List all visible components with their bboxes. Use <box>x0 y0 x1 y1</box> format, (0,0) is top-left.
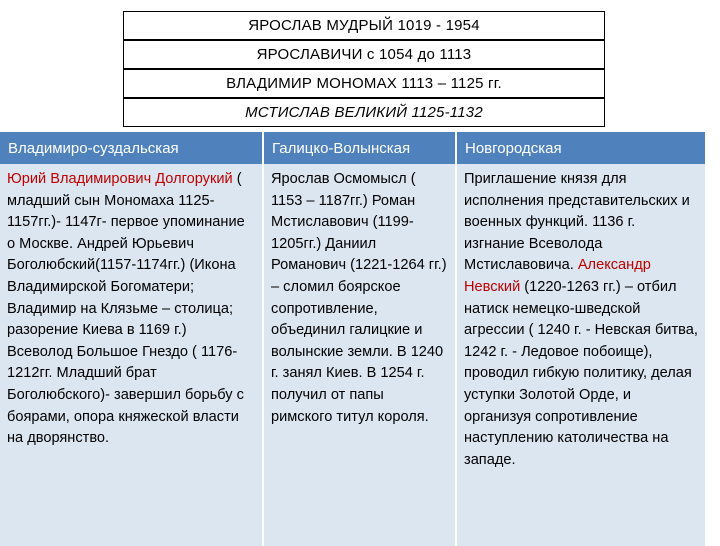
novgorod-text-before: Приглашение князя для исполнения представительских и военных функций. 1136 г. изгнание Всеволода Мстиславовича. <box>464 171 690 274</box>
title-line-1: ЯРОСЛАВ МУДРЫЙ 1019 - 1954 <box>248 17 480 34</box>
title-mstislav <box>123 98 605 127</box>
vladimir-suzdal-text: ( младший сын Мономаха 1125-1157гг.)- 1147г- первое упоминание о Москве. Андрей Юрьевич Боголюбский(1157-1174гг.) (Икона Владимирской Богоматери; Владимир на Клязьме – столица; разорение Киева в 1169 г.) Всеволод Большое Гнездо ( 1176-1212гг. Младший брат Боголюбского)- завершил борьбу с боярами, опора княжеской власти на дворянство. <box>7 171 245 447</box>
cell-galicia-volhynia <box>263 164 456 546</box>
title-yaroslavichi <box>123 40 605 69</box>
title-line-2: ЯРОСЛАВИЧИ с 1054 до 1113 <box>256 46 472 63</box>
column-header-galicia-volhynia: Галицко-Волынская <box>263 132 456 164</box>
title-line-3: ВЛАДИМИР МОНОМАХ 1113 – 1125 гг. <box>226 75 502 92</box>
cell-vladimir-suzdal <box>0 164 263 546</box>
principalities-table <box>0 132 705 546</box>
table-row <box>0 164 705 546</box>
title-vladimir-monomakh <box>123 69 605 98</box>
column-header-vladimir-suzdal: Владимиро-суздальская <box>0 132 263 164</box>
table-header-row <box>0 132 705 164</box>
galicia-volhynia-text: Ярослав Осмомысл ( 1153 – 1187гг.) Роман Мстиславович (1199-1205гг.) Даниил Романович (1221-1264 гг.) – сломил боярское сопротивление, объединил галицкие и волынские земли. В 1240 г. занял Киев. В 1254 г. получил от папы римского титул короля. <box>271 171 447 425</box>
column-header-novgorod: Новгородская <box>456 132 705 164</box>
title-yaroslav-wise <box>123 11 605 40</box>
title-line-4: МСТИСЛАВ ВЕЛИКИЙ 1125-1132 <box>245 104 483 121</box>
novgorod-text-after: (1220-1263 гг.) – отбил натиск немецко-шведской агрессии ( 1240 г. - Невская битва, 1242 г. - Ледовое побоище), проводил гибкую политику, делая уступки Золотой Орде, и организуя сопротивление наступлению католичества на западе. <box>464 278 698 468</box>
highlight-alexander-nevsky: Александр Невский <box>464 257 651 295</box>
cell-novgorod <box>456 164 705 546</box>
highlight-yuri-dolgoruky: Юрий Владимирович Долгорукий <box>7 171 233 187</box>
